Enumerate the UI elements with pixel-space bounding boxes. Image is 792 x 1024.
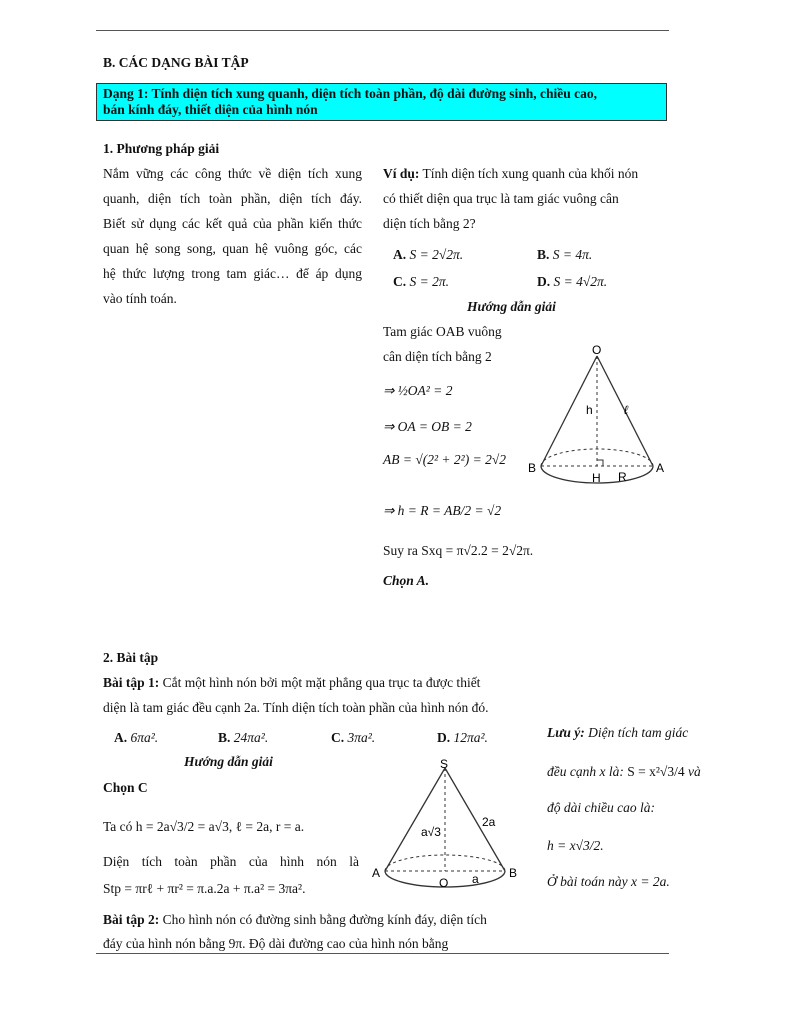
cone2-label-l: 2a — [482, 815, 496, 829]
note-line-5: Ở bài toán này x = 2a. — [547, 874, 670, 889]
cone-figure-example — [522, 342, 672, 494]
cone1-label-radius: R — [618, 470, 627, 484]
ex1-option-c-value: 3πa². — [347, 730, 376, 745]
ex1-line-1-text: Cắt một hình nón bởi một mặt phẳng qua trục ta được thiết — [162, 675, 481, 690]
header-rule — [96, 30, 669, 31]
cone2-base-back-mask — [385, 855, 505, 871]
option-b-value: S = 4π. — [552, 247, 593, 262]
section-title: B. CÁC DẠNG BÀI TẬP — [103, 55, 249, 70]
example-line-1-text: Tính diện tích xung quanh của khối nón — [422, 166, 639, 181]
example-option-c — [393, 273, 449, 291]
ex1-answer: Chọn C — [103, 780, 148, 795]
method-line-5: hệ thức lượng trong tam giác… để áp dụng — [103, 266, 362, 281]
example-option-b — [537, 246, 592, 264]
note-line-2-post: và — [687, 764, 701, 779]
note-area-formula: S = x²√3/4 — [627, 764, 685, 779]
example-option-a — [393, 246, 463, 264]
example-solution-7: Suy ra Sxq = π√2.2 = 2√2π. — [383, 543, 534, 558]
cone1-label-h: h — [586, 403, 593, 417]
ex2-label: Bài tập 2: — [103, 912, 160, 927]
method-line-4: quan hệ song song, quan hệ vuông góc, các — [103, 241, 362, 256]
cone-figure-exercise — [372, 756, 522, 896]
example-solution-2: cân diện tích bằng 2 — [383, 349, 492, 364]
ex1-option-d-value: 12πa². — [453, 730, 488, 745]
ex1-solution-3: Stp = πrℓ + πr² = π.a.2a + π.a² = 3πa². — [103, 881, 306, 896]
example-answer: Chọn A. — [383, 573, 430, 588]
example-option-d — [537, 273, 607, 291]
cone1-base-back-mask — [541, 449, 653, 466]
note-line-3: độ dài chiều cao là: — [547, 800, 655, 815]
cone1-label-center: H — [592, 471, 601, 485]
example-solution-4: ⇒ OA = OB = 2 — [383, 419, 472, 434]
example-solution-5: AB = √(2² + 2²) = 2√2 — [383, 452, 506, 467]
note-line-2-pre: đều cạnh x là: — [547, 764, 624, 779]
cone1-label-left: B — [528, 461, 537, 475]
example-line-2: có thiết diện qua trục là tam giác vuông cân — [383, 191, 619, 206]
ex1-option-b-label: B. — [218, 730, 231, 745]
note-line-1-text: Diện tích tam giác — [588, 725, 689, 740]
option-c-value: S = 2π. — [409, 274, 449, 289]
example-solution-6: ⇒ h = R = AB/2 = √2 — [383, 503, 502, 518]
note-line-1 — [547, 724, 688, 742]
cone1-label-l: ℓ — [624, 403, 628, 417]
cone2-label-radius: a — [472, 872, 479, 886]
note-label: Lưu ý: — [547, 725, 585, 740]
cone2-label-left: A — [372, 866, 381, 880]
example-solution-1: Tam giác OAB vuông — [383, 324, 502, 339]
option-a-label: A. — [393, 247, 407, 262]
ex1-option-b-value: 24πa². — [233, 730, 269, 745]
ex1-guide-title: Hướng dẫn giải — [184, 754, 273, 769]
example-line-1 — [383, 165, 663, 183]
ex1-option-d — [437, 729, 488, 747]
example-label: Ví dụ: — [383, 166, 420, 181]
dang1-line-2: bán kính đáy, thiết diện của hình nón — [103, 102, 318, 117]
option-c-label: C. — [393, 274, 407, 289]
option-a-value: S = 2√2π. — [409, 247, 464, 262]
ex2-line-1-text: Cho hình nón có đường sinh bằng đường kính đáy, diện tích — [162, 912, 487, 927]
cone1-label-right: A — [656, 461, 665, 475]
option-b-label: B. — [537, 247, 550, 262]
cone2-label-right: B — [509, 866, 518, 880]
ex1-solution-2: Diện tích toàn phần của hình nón là — [103, 854, 359, 869]
dang1-box — [96, 83, 667, 121]
method-line-2: quanh, diện tích toàn phần, diện tích đáy. — [103, 191, 362, 206]
cone1-base-back — [541, 449, 653, 466]
ex1-line-1 — [103, 674, 480, 692]
ex1-solution-1: Ta có h = 2a√3/2 = a√3, ℓ = 2a, r = a. — [103, 819, 305, 834]
cone1-label-apex: O — [592, 343, 602, 357]
ex1-option-a-value: 6πa². — [130, 730, 159, 745]
cone2-label-apex: S — [440, 757, 449, 771]
method-line-3: Biết sử dụng các kết quả của phần kiến thức — [103, 216, 362, 231]
ex1-option-a — [114, 729, 158, 747]
option-d-value: S = 4√2π. — [553, 274, 608, 289]
ex1-option-a-label: A. — [114, 730, 128, 745]
ex1-line-2: diện là tam giác đều cạnh 2a. Tính diện tích toàn phần của hình nón đó. — [103, 700, 489, 715]
example-line-3: diện tích bằng 2? — [383, 216, 476, 231]
dang1-line-1: Dạng 1: Tính diện tích xung quanh, diện tích toàn phần, độ dài đường sinh, chiều cao, — [103, 86, 597, 101]
ex1-label: Bài tập 1: — [103, 675, 160, 690]
ex2-line-2: đáy của hình nón bằng 9π. Độ dài đường cao của hình nón bằng — [103, 936, 449, 951]
method-line-6: vào tính toán. — [103, 291, 177, 306]
method-heading: 1. Phương pháp giải — [103, 141, 220, 156]
example-solution-3: ⇒ ½OA² = 2 — [383, 383, 453, 398]
exercises-heading: 2. Bài tập — [103, 650, 159, 665]
footer-rule — [96, 953, 669, 954]
note-line-2 — [547, 763, 701, 781]
ex1-option-c-label: C. — [331, 730, 345, 745]
method-line-1: Nắm vững các công thức về diện tích xung — [103, 166, 362, 181]
ex1-option-d-label: D. — [437, 730, 451, 745]
example-guide-title: Hướng dẫn giải — [467, 299, 556, 314]
cone2-base-back — [385, 855, 505, 871]
cone2-label-center: O — [439, 876, 449, 890]
note-height-formula: h = x√3/2. — [547, 838, 604, 853]
cone1-right-angle — [597, 460, 603, 466]
option-d-label: D. — [537, 274, 551, 289]
cone2-label-h: a√3 — [421, 825, 441, 839]
ex1-option-b — [218, 729, 268, 747]
ex2-line-1 — [103, 911, 487, 929]
ex1-option-c — [331, 729, 375, 747]
